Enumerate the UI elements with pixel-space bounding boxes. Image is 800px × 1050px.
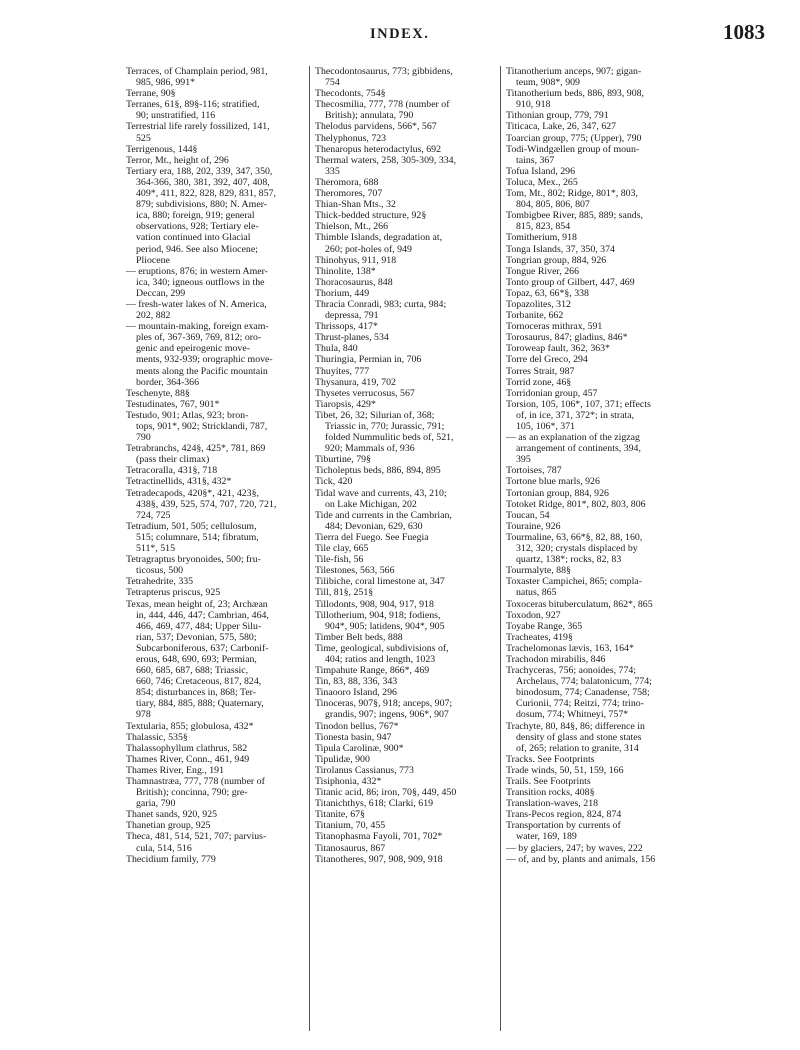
index-entry: Thamnastræa, 777, 778 (number of British); concinna, 790; gre- garia, 790 [126, 776, 265, 810]
index-entry: Thorium, 449 [315, 287, 370, 299]
index-entry: Tofua Island, 296 [506, 165, 576, 177]
index-entry: Tourmaline, 63, 66*§, 82, 88, 160, 312, 320; crystals displaced by quartz, 138*; rocks, 82, 83 [506, 531, 643, 566]
index-entry: Thermal waters, 258, 305-309, 334, 335 [315, 154, 457, 177]
index-entry: Tracheates, 419§ [506, 631, 573, 643]
index-entry: Trachyte, 80, 84§, 86; difference in density of glass and stone states of, 265; relation to granite, 314 [506, 720, 645, 754]
index-entry: Tirolanus Cassianus, 773 [315, 764, 414, 776]
index-entry: Tombigbee River, 885, 889; sands, 815, 823, 854 [506, 210, 643, 233]
index-entry: Titicaca, Lake, 26, 347, 627 [506, 121, 617, 133]
index-entry: Timber Belt beds, 888 [315, 631, 403, 643]
index-entry: Tile clay, 665 [315, 543, 369, 555]
index-entry: Thames River, Eng., 191 [126, 764, 225, 776]
index-entry: Thracia Conradi, 983; curta, 984; depressa, 791 [315, 298, 447, 322]
index-entry: — mountain-making, foreign exam- ples of, 367-369, 769, 812; oro- genic and epeirogenic move- ments, 932-939; orographic move- ments along the Pacific mountain border, 364-366 [126, 321, 273, 388]
index-entry: Thuringia, Permian in, 706 [315, 354, 422, 366]
index-entry: Thecosmilia, 777, 778 (number of British); annulata, 790 [315, 99, 450, 122]
index-entry: Tetrabranchs, 424§, 425*, 781, 869 (pass their climax) [126, 443, 266, 466]
index-entry: Tierra del Fuego. See Fuegia [315, 531, 429, 543]
index-entry: Terrigenous, 144§ [126, 143, 198, 155]
index-entry: Thimble Islands, degradation at, 260; pot-holes of, 949 [315, 232, 443, 255]
index-entry: Toxodon, 927 [506, 609, 561, 621]
index-entry: Transition rocks, 408§ [506, 787, 595, 799]
index-entry: Thysanura, 419, 702 [315, 376, 396, 388]
index-entry: Touraine, 926 [506, 520, 561, 532]
index-entry: Torsion, 105, 106*, 107, 371; effects of, in ice, 371, 372*; in strata, 105, 106*, 371 [506, 398, 651, 432]
index-entry: Titanophasma Fayoli, 701, 702* [315, 831, 443, 843]
index-entry: Tonga Islands, 37, 350, 374 [506, 243, 615, 255]
index-entry: Thalassic, 535§ [126, 731, 188, 743]
index-entry: Thecodonts, 754§ [315, 88, 386, 100]
index-entry: Tick, 420 [315, 476, 353, 488]
index-entry: Terrane, 90§ [126, 88, 176, 100]
index-entry: Trachodon mirabilis, 846 [506, 653, 606, 665]
index-entry: Tillotherium, 904, 918; fodiens, 904*, 905; latidens, 904*, 905 [315, 609, 445, 632]
index-entry: Toxoceras bituberculatum, 862*, 865 [506, 598, 653, 610]
index-entry: Tortoises, 787 [506, 465, 562, 477]
index-entry: Tiaropsis, 429* [315, 398, 376, 410]
index-entry: Theca, 481, 514, 521, 707; parvius- cula, 514, 516 [126, 831, 267, 854]
index-entry: Tidal wave and currents, 43, 210; on Lake Michigan, 202 [315, 487, 447, 510]
index-entry: Tourmalyte, 88§ [506, 565, 571, 577]
index-entry: Ticholeptus beds, 886, 894, 895 [315, 465, 441, 477]
index-entry: Thecodontosaurus, 773; gibbidens, 754 [315, 66, 453, 89]
index-entry: Toarcian group, 775; (Upper), 790 [506, 132, 642, 144]
index-entry: Titanotherium beds, 886, 893, 908, 910, 918 [506, 88, 644, 111]
column-divider [500, 66, 501, 1031]
index-entry: Tom, Mt., 802; Ridge, 801*, 803, 804, 805, 806, 807 [506, 188, 638, 211]
index-entry: Tipula Carolinæ, 900* [315, 742, 404, 754]
index-entry: Trails. See Footprints [506, 776, 591, 787]
index-entry: Thanetian group, 925 [126, 820, 211, 832]
index-entry: Till, 81§, 251§ [315, 587, 374, 599]
index-entry: Tomitherium, 918 [506, 232, 577, 244]
column-divider [309, 66, 310, 1031]
index-entry: Translation-waves, 218 [506, 798, 599, 810]
index-entry: — eruptions, 876; in western Amer- ica, 340; igneous outflows in the Deccan, 299 [126, 265, 268, 299]
index-entry: Topaz, 63, 66*§, 338 [506, 287, 589, 299]
index-entry: Tithonian group, 779, 791 [506, 110, 609, 122]
index-entry: Titanite, 67§ [315, 809, 365, 821]
index-entry: Tracks. See Footprints [506, 753, 595, 765]
index-entry: Toxaster Campichei, 865; compla- natus, 865 [506, 576, 642, 599]
index-column-middle [315, 66, 497, 865]
index-entry: Tonto group of Gilbert, 447, 469 [506, 276, 635, 288]
index-entry: Thenaropus heterodactylus, 692 [315, 143, 442, 155]
index-entry: Torre del Greco, 294 [506, 354, 588, 366]
index-entry: Terraces, of Champlain period, 981, 985, 986, 991* [126, 66, 268, 89]
index-entry: Tin, 83, 88, 336, 343 [315, 676, 398, 688]
index-entry: Tide and currents in the Cambrian, 484; Devonian, 629, 630 [315, 509, 452, 532]
index-entry: Trachyceras, 756; aonoides, 774; Archelaus, 774; balatonicum, 774; binodosum, 774; Canadense, 758; Curionii, 774; Reitzi, 774; trino- dosum, 774; Whitneyi, 757* [506, 665, 652, 721]
index-entry: Torosaurus, 847; gladius, 846* [506, 332, 628, 344]
index-entry: Testudinates, 767, 901* [126, 398, 220, 410]
index-entry: Thian-Shan Mts., 32 [315, 199, 396, 211]
index-entry: Thielson, Mt., 266 [315, 221, 389, 233]
index-entry: Tinodon bellus, 767* [315, 720, 399, 732]
index-entry: Tillodonts, 908, 904, 917, 918 [315, 598, 434, 610]
index-entry: Totoket Ridge, 801*, 802, 803, 806 [506, 498, 646, 510]
index-entry: Thoracosaurus, 848 [315, 276, 393, 288]
index-entry: Thinolite, 138* [315, 265, 376, 277]
index-entry: — fresh-water lakes of N. America, 202, 882 [126, 298, 267, 322]
index-entry: Torrid zone, 46§ [506, 376, 572, 388]
index-entry: Tornoceras mithrax, 591 [506, 321, 603, 333]
index-entry: Tetractinellids, 431§, 432* [126, 476, 232, 488]
index-entry: Teschenyte, 88§ [126, 387, 190, 399]
running-head: INDEX. [370, 26, 430, 42]
index-entry: — as an explanation of the zigzag arrangement of continents, 394, 395 [506, 432, 641, 466]
index-entry: Titanic acid, 86; iron, 70§, 449, 450 [315, 787, 457, 799]
index-entry: Testudo, 901; Atlas, 923; bron- tops, 901*, 902; Stricklandi, 787, 790 [126, 409, 268, 444]
index-entry: Tionesta basin, 947 [315, 731, 392, 743]
index-entry: Thinohyus, 911, 918 [315, 254, 397, 266]
index-entry: Tortonian group, 884, 926 [506, 487, 609, 499]
index-entry: Tilestones, 563, 566 [315, 565, 395, 577]
index-entry: Time, geological, subdivisions of, 404; ratios and length, 1023 [315, 642, 449, 665]
index-entry: Titanotherium anceps, 907; gigan- teum, 908*, 909 [506, 66, 642, 89]
index-entry: Thelodus parvidens, 566*, 567 [315, 121, 437, 133]
index-entry: Torridonian group, 457 [506, 387, 598, 399]
index-entry: Tisiphonia, 432* [315, 776, 382, 787]
index-entry: Tetrahedrite, 335 [126, 576, 194, 588]
index-column-right [506, 66, 688, 865]
index-entry: Texas, mean height of, 23; Archæan in, 444, 446, 447; Cambrian, 464, 466, 469, 477, 484; Upper Silu- rian, 537; Devonian, 575, 580; Subcarboniferous, 637; Carbonif- erous, 648, 690, 693; Permian, 660, 685, 687, 688; Triassic, 660, 746; Cretaceous, 817, 824, 854; disturbances in, 868; Ter- tiary, 884, 885, 888; Quaternary, 978 [126, 598, 269, 721]
index-entry: Tortone blue marls, 926 [506, 476, 600, 488]
index-entry: Tetradecapods, 420§*, 421, 423§, 438§, 439, 525, 574, 707, 720, 721, 724, 725 [126, 487, 277, 521]
index-entry: Theromora, 688 [315, 176, 379, 188]
index-entry: Titanium, 70, 455 [315, 820, 386, 832]
index-entry: Terranes, 61§, 89§-116; stratified, 90; unstratified, 116 [126, 99, 260, 122]
index-entry: Terror, Mt., height of, 296 [126, 154, 229, 166]
index-entry: Torres Strait, 987 [506, 365, 575, 377]
index-entry: Tinaooro Island, 296 [315, 687, 397, 699]
index-entry: Toluca, Mex., 265 [506, 176, 578, 188]
index-entry: Trachelomonas lævis, 163, 164* [506, 642, 634, 654]
index-entry: Thuyites, 777 [315, 365, 370, 377]
index-entry: Thula, 840 [315, 343, 358, 355]
index-entry: Thysetes verrucosus, 567 [315, 387, 415, 399]
index-entry: Todi-Windgællen group of moun- tains, 367 [506, 143, 640, 166]
index-entry: Tiburtine, 79§ [315, 454, 371, 466]
index-entry: Tibet, 26, 32; Silurian of, 368; Triassic in, 770; Jurassic, 791; folded Nummulitic beds of, 521, 920; Mammals of, 936 [315, 409, 454, 455]
index-entry: Toroweap fault, 362, 363* [506, 343, 611, 355]
index-entry: Thrust-planes, 534 [315, 332, 389, 344]
index-entry: Titanosaurus, 867 [315, 842, 386, 854]
index-entry: Trade winds, 50, 51, 159, 166 [506, 764, 624, 776]
index-entry: Tertiary era, 188, 202, 339, 347, 350, 364-366, 380, 381, 392, 407, 408, 409*, 411, 822, 828, 829, 831, 857, 879; subdivisions, 880; N. Amer- ica, 880; foreign, 919; general observations, 928; Tertiary ele- vation continued into Glacial period, 946. See also Miocene; Pliocene [126, 165, 276, 266]
index-entry: Tongue River, 266 [506, 265, 580, 277]
index-entry: Terrestrial life rarely fossilized, 141, 525 [126, 121, 270, 144]
index-entry: Toyabe Range, 365 [506, 620, 583, 632]
index-entry: Theromores, 707 [315, 188, 383, 200]
index-entry: Thecidium family, 779 [126, 853, 216, 865]
index-entry: Tongrian group, 884, 926 [506, 254, 607, 266]
index-entry: Tetracoralla, 431§, 718 [126, 465, 218, 477]
index-entry: Thames River, Conn., 461, 949 [126, 753, 250, 765]
index-entry: Thrissops, 417* [315, 321, 378, 333]
index-entry: — by glaciers, 247; by waves, 222 [506, 842, 643, 854]
index-entry: — of, and by, plants and animals, 156 [506, 853, 656, 865]
index-entry: Tipulidæ, 900 [315, 753, 370, 765]
index-entry: Tetradium, 501, 505; cellulosum, 515; columnare, 514; fibratum, 511*, 515 [126, 520, 259, 555]
index-entry: Torbanite, 662 [506, 310, 564, 322]
index-column-left [126, 66, 306, 865]
index-entry: Tetragraptus bryonoides, 500; fru- ticosus, 500 [126, 554, 261, 577]
index-entry: Titanotheres, 907, 908, 909, 918 [315, 853, 443, 865]
index-entry: Trans-Pecos region, 824, 874 [506, 809, 622, 821]
index-entry: Thalassophyllum clathrus, 582 [126, 742, 248, 754]
index-entry: Thick-bedded structure, 92§ [315, 210, 427, 222]
index-entry: Toucan, 54 [506, 509, 550, 521]
index-entry: Tilibiche, coral limestone at, 347 [315, 576, 445, 588]
index-entry: Transportation by currents of water, 169, 189 [506, 820, 621, 843]
page-number: 1083 [723, 20, 765, 44]
index-entry: Timpahute Range, 866*, 469 [315, 665, 430, 677]
index-entry: Tetrapterus priscus, 925 [126, 587, 221, 599]
index-entry: Thelyphonus, 723 [315, 132, 387, 144]
index-entry: Tile-fish, 56 [315, 554, 364, 566]
index-entry: Textularia, 855; globulosa, 432* [126, 720, 254, 732]
index-entry: Thanet sands, 920, 925 [126, 809, 218, 821]
index-entry: Topazolites, 312 [506, 298, 571, 310]
index-entry: Tinoceras, 907§, 918; anceps, 907; grandis, 907; ingens, 906*, 907 [315, 698, 453, 721]
index-entry: Titanichthys, 618; Clarki, 619 [315, 798, 434, 810]
